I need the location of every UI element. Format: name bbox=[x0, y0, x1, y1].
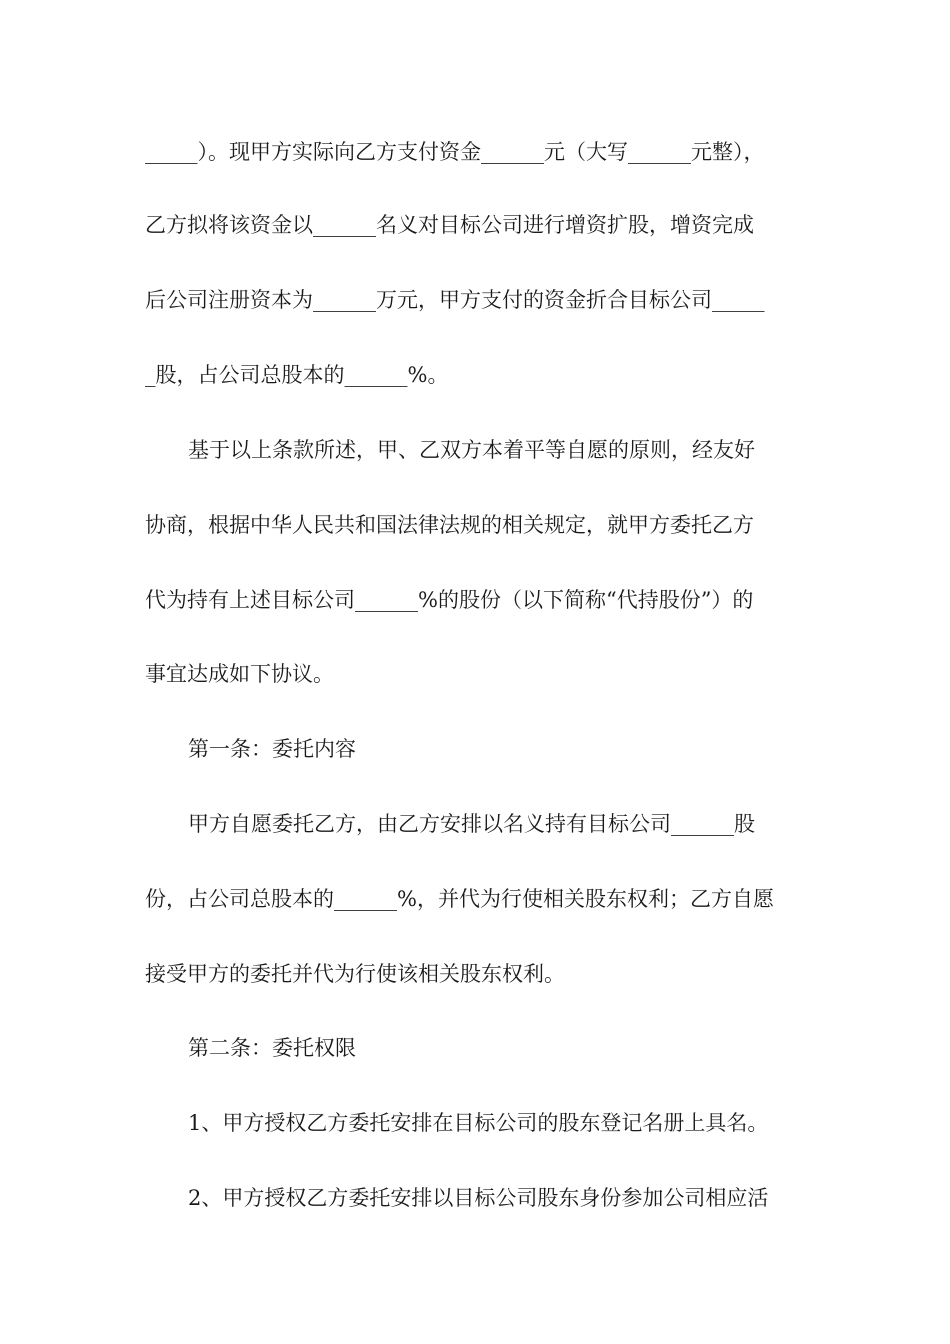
article-2-item-2: 2、甲方授权乙方委托安排以目标公司股东身份参加公司相应活 bbox=[188, 1186, 769, 1210]
article-1-line-3: 接受甲方的委托并代为行使该相关股东权利。 bbox=[145, 962, 565, 986]
article-1-heading: 第一条：委托内容 bbox=[188, 737, 356, 761]
article-1-line-2: 份，占公司总股本的______%，并代为行使相关股东权利；乙方自愿 bbox=[145, 887, 774, 911]
paragraph-2-line-2: 协商，根据中华人民共和国法律法规的相关规定，就甲方委托乙方 bbox=[145, 513, 754, 537]
text-line-2: 乙方拟将该资金以______名义对目标公司进行增资扩股，增资完成 bbox=[145, 213, 754, 237]
article-2-item-1: 1、甲方授权乙方委托安排在目标公司的股东登记名册上具名。 bbox=[188, 1111, 769, 1135]
article-2-heading: 第二条：委托权限 bbox=[188, 1036, 356, 1060]
text-line-3: 后公司注册资本为______万元，甲方支付的资金折合目标公司_____ bbox=[145, 288, 765, 312]
paragraph-2-line-4: 事宜达成如下协议。 bbox=[145, 662, 334, 686]
text-line-4: _股，占公司总股本的______%。 bbox=[145, 363, 449, 387]
article-1-line-1: 甲方自愿委托乙方，由乙方安排以名义持有目标公司______股 bbox=[188, 812, 755, 836]
text-line-1: _____）。现甲方实际向乙方支付资金______元（大写______元整）， bbox=[145, 140, 765, 164]
paragraph-2-line-1: 基于以上条款所述，甲、乙双方本着平等自愿的原则，经友好 bbox=[188, 438, 755, 462]
paragraph-2-line-3: 代为持有上述目标公司______%的股份（以下简称“代持股份”）的 bbox=[145, 588, 754, 612]
